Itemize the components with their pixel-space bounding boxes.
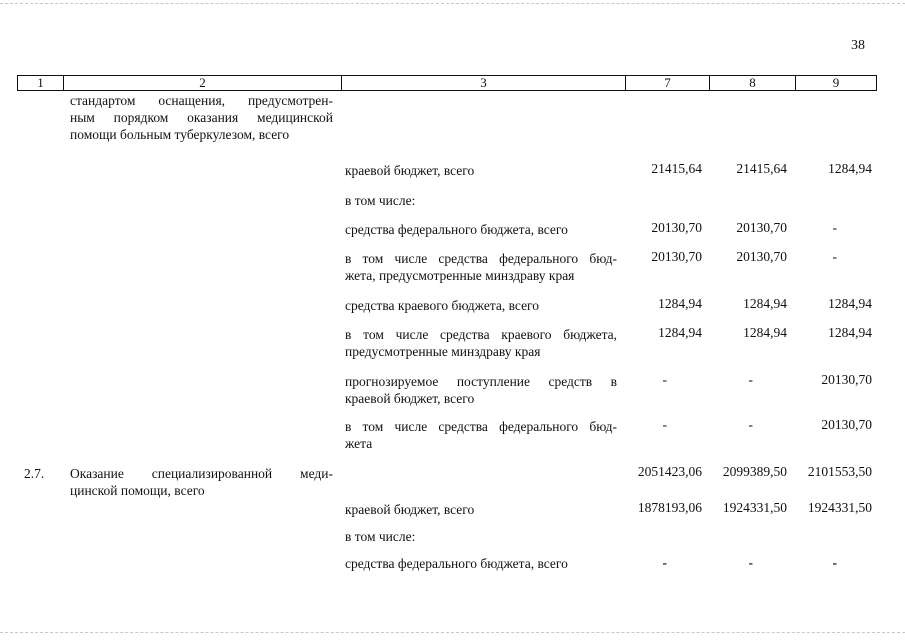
- row-label: в том числе:: [345, 529, 416, 544]
- text-line: предусмотренные минздраву края: [345, 344, 541, 359]
- value-col-7: -: [662, 417, 667, 432]
- text-line: помощи больным туберкулезом, всего: [70, 127, 290, 142]
- value-col-7: 20130,70: [651, 249, 702, 264]
- value-col-9: 1924331,50: [807, 500, 872, 515]
- value-col-8: 1924331,50: [722, 500, 787, 515]
- row-label: средства федерального бюджета, всего: [345, 556, 568, 571]
- text-line: цинской помощи, всего: [70, 483, 205, 498]
- row-label: краевой бюджет, всего: [345, 502, 475, 517]
- text-line: стандартом оснащения, предусмотрен-: [70, 93, 333, 108]
- value-col-8: -: [748, 555, 753, 570]
- value-col-8: -: [748, 417, 753, 432]
- value-col-8: 21415,64: [736, 161, 787, 176]
- value-col-8: 20130,70: [736, 220, 787, 235]
- header-col-2: 2: [64, 76, 342, 90]
- text-line: жета: [345, 436, 373, 451]
- text-line: в том числе средства краевого бюджета,: [345, 327, 617, 342]
- text-line: в том числе средства федерального бюд-: [345, 419, 617, 434]
- page-number: 38: [851, 38, 865, 53]
- value-col-8: 20130,70: [736, 249, 787, 264]
- row-label: средства федерального бюджета, всего: [345, 222, 568, 237]
- value-col-9: 1284,94: [828, 325, 872, 340]
- value-col-8: 2099389,50: [722, 464, 787, 479]
- value-col-8: 1284,94: [743, 325, 787, 340]
- text-line: Оказание специализированной меди-: [70, 466, 333, 481]
- continuation-text: [70, 92, 333, 143]
- value-col-9: -: [832, 249, 837, 264]
- value-col-9: 20130,70: [821, 372, 872, 387]
- value-col-8: 1284,94: [743, 296, 787, 311]
- table-header-row: [17, 75, 877, 91]
- value-col-8: -: [748, 372, 753, 387]
- row-label: [345, 326, 617, 360]
- row-label: [345, 373, 617, 407]
- scan-edge-top: [0, 3, 905, 4]
- value-col-7: 21415,64: [651, 161, 702, 176]
- row-label: в том числе:: [345, 193, 416, 208]
- section-title: [70, 465, 333, 499]
- value-col-7: 1284,94: [658, 296, 702, 311]
- row-label: [345, 418, 617, 452]
- header-col-1: 1: [18, 76, 64, 90]
- text-line: жета, предусмотренные минздраву края: [345, 268, 575, 283]
- text-line: ным порядком оказания медицинской: [70, 110, 333, 125]
- scan-edge-bottom: [0, 632, 905, 633]
- value-col-9: 1284,94: [828, 296, 872, 311]
- header-col-3: 3: [342, 76, 626, 90]
- value-col-9: -: [832, 555, 837, 570]
- value-col-7: 1284,94: [658, 325, 702, 340]
- value-col-9: 1284,94: [828, 161, 872, 176]
- row-label: средства краевого бюджета, всего: [345, 298, 540, 313]
- value-col-7: -: [662, 555, 667, 570]
- value-col-7: 20130,70: [651, 220, 702, 235]
- row-label: [345, 250, 617, 284]
- text-line: в том числе средства федерального бюд-: [345, 251, 617, 266]
- value-col-7: 2051423,06: [637, 464, 702, 479]
- row-label: краевой бюджет, всего: [345, 163, 475, 178]
- value-col-9: -: [832, 220, 837, 235]
- header-col-8: 8: [710, 76, 796, 90]
- section-number: 2.7.: [24, 466, 45, 481]
- value-col-9: 20130,70: [821, 417, 872, 432]
- header-col-9: 9: [832, 75, 840, 90]
- value-col-9: 2101553,50: [807, 464, 872, 479]
- value-col-7: -: [662, 372, 667, 387]
- value-col-7: 1878193,06: [637, 500, 702, 515]
- header-col-7: 7: [626, 76, 710, 90]
- text-line: краевой бюджет, всего: [345, 391, 475, 406]
- text-line: прогнозируемое поступление средств в: [345, 374, 617, 389]
